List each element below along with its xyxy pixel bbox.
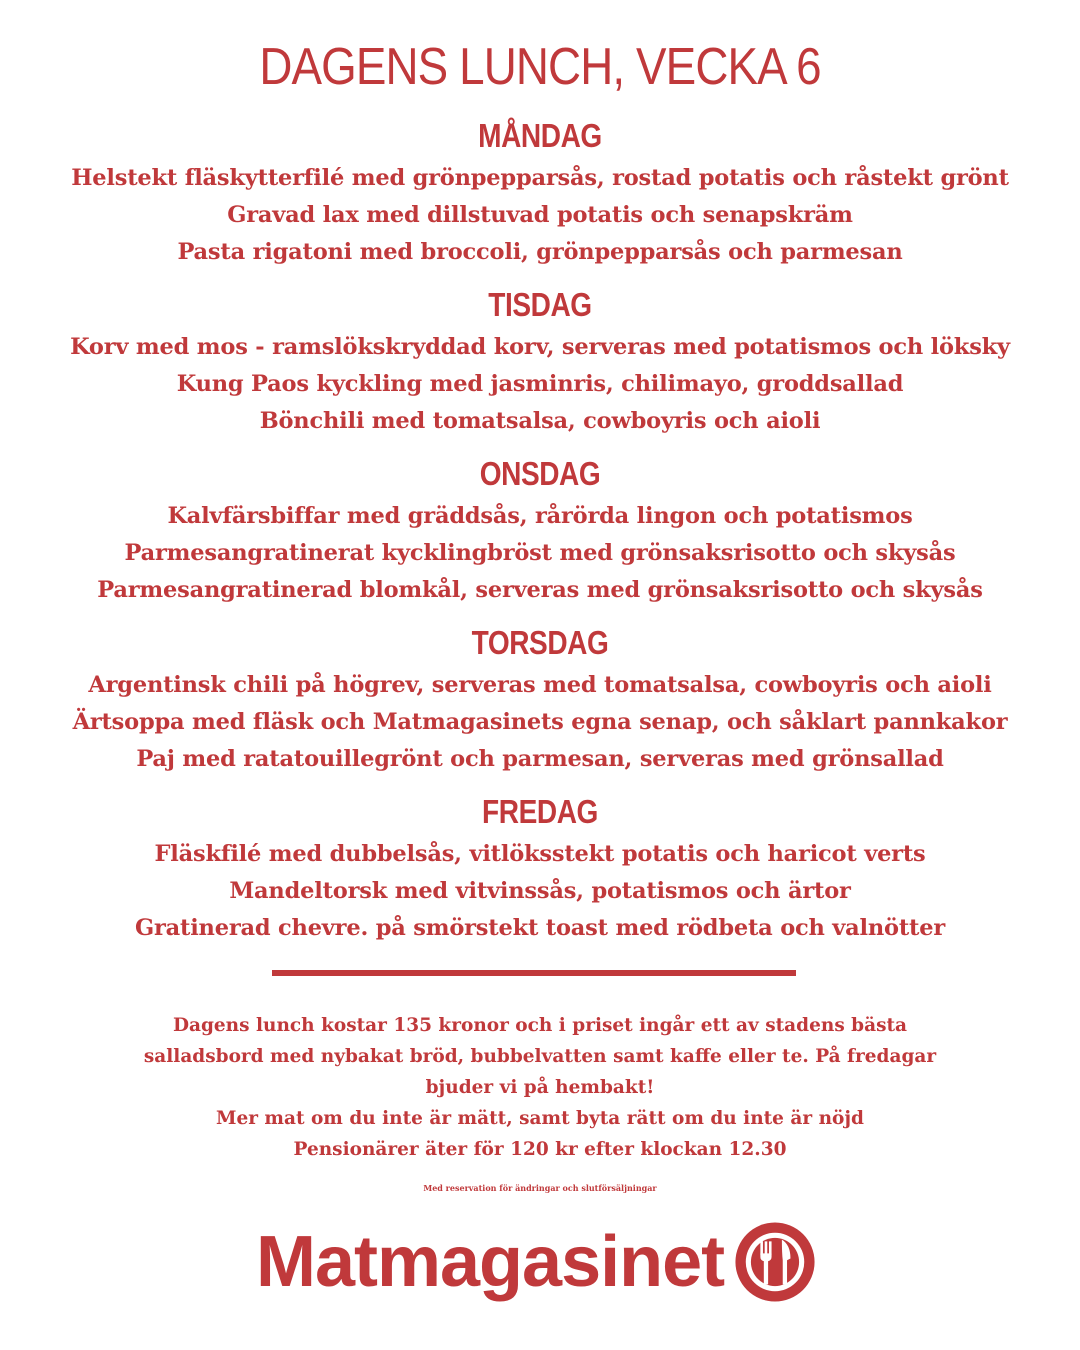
section-divider (272, 970, 796, 976)
dish-item: Helstekt fläskytterfilé med grönpepparsås, rostad potatis och råstekt grönt (71, 165, 1009, 191)
dish-item: Argentinsk chili på högrev, serveras med tomatsalsa, cowboyris och aioli (88, 672, 992, 698)
dish-item: Pasta rigatoni med broccoli, grönpepparsås och parmesan (177, 239, 903, 265)
day-heading: ONSDAG (479, 455, 601, 492)
dish-item: Fläskfilé med dubbelsås, vitlöksstekt potatis och haricot verts (154, 841, 926, 867)
more-food-text: Mer mat om du inte är mätt, samt byta rätt om du inte är nöjd (215, 1108, 864, 1129)
page-title: DAGENS LUNCH, VECKA 6 (259, 38, 821, 96)
dish-item: Bönchili med tomatsalsa, cowboyris och aioli (259, 408, 821, 434)
day-heading: FREDAG (482, 793, 598, 830)
dish-item: Parmesangratinerad blomkål, serveras med grönsaksrisotto och skysås (97, 577, 983, 603)
reservation-note: Med reservation för ändringar och slutförsäljningar (423, 1183, 657, 1193)
day-heading: TORSDAG (471, 624, 609, 661)
pensioner-price-text: Pensionärer äter för 120 kr efter klockan 12.30 (293, 1139, 787, 1160)
dish-item: Kung Paos kyckling med jasminris, chilimayo, groddsallad (176, 371, 904, 397)
day-friday (0, 788, 1080, 947)
logo-wordmark: Matmagasinet (256, 1222, 725, 1302)
day-monday (0, 112, 1080, 271)
day-wednesday (0, 450, 1080, 609)
lunch-info (110, 1010, 970, 1165)
day-tuesday (0, 281, 1080, 440)
dish-item: Gratinerad chevre. på smörstekt toast med rödbeta och valnötter (134, 915, 946, 941)
weekly-menu (0, 112, 1080, 947)
day-thursday (0, 619, 1080, 778)
day-heading: MÅNDAG (478, 117, 602, 154)
price-info-text: Dagens lunch kostar 135 kronor och i priset ingår ett av stadens bästa salladsbord med nybakat bröd, bubbelvatten samt kaffe eller te. På fredagar bjuder vi på hembakt! (143, 1015, 937, 1098)
dish-item: Ärtsoppa med fläsk och Matmagasinets egna senap, och såklart pannkakor (72, 709, 1008, 735)
brand-logo (256, 1212, 836, 1312)
day-heading: TISDAG (488, 286, 592, 323)
dish-item: Gravad lax med dillstuvad potatis och senapskräm (227, 202, 853, 228)
dish-item: Parmesangratinerat kycklingbröst med grönsaksrisotto och skysås (124, 540, 956, 566)
dish-item: Kalvfärsbiffar med gräddsås, rårörda lingon och potatismos (167, 503, 913, 529)
plate-fork-knife-icon (732, 1219, 818, 1305)
dish-item: Mandeltorsk med vitvinssås, potatismos och ärtor (229, 878, 851, 904)
dish-item: Paj med ratatouillegrönt och parmesan, serveras med grönsallad (136, 746, 944, 772)
dish-item: Korv med mos - ramslökskryddad korv, serveras med potatismos och löksky (70, 334, 1010, 360)
